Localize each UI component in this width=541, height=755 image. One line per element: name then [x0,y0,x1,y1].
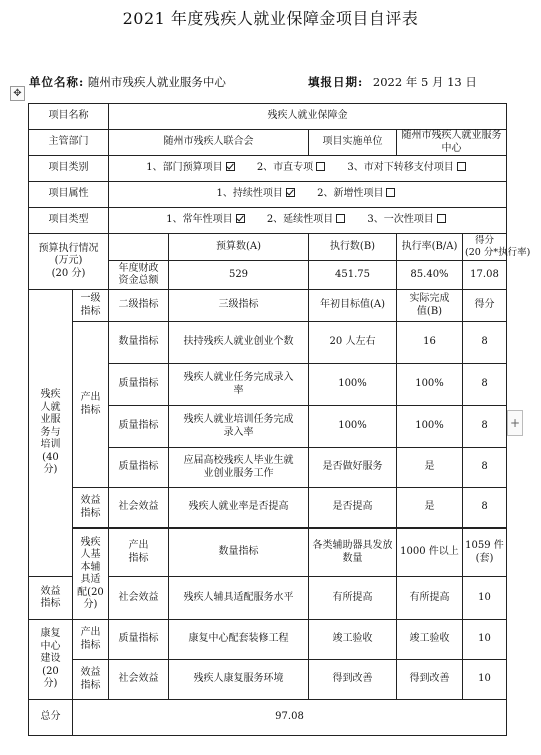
actual-cell: 100% [397,364,463,406]
table-row [29,660,507,700]
type-option-1: 1、常年性项目 [166,214,247,225]
type-label: 项目类型 [29,208,109,234]
type-options [109,208,507,234]
header-level3: 三级指标 [169,290,309,322]
actual-cell: 有所提高 [397,577,463,620]
budget-label: 预算执行情况 (万元) (20 分) [29,234,109,290]
move-icon[interactable]: ✥ [10,86,25,101]
level3-cell: 康复中心配套装修工程 [169,620,309,660]
level1-cell: 效益 指标 [29,577,73,620]
score-cell: 8 [463,488,507,528]
rate-value: 85.40% [397,261,463,290]
category-option-2: 2、市直专项 [257,162,328,173]
level2-cell: 质量指标 [109,364,169,406]
unit-value: 随州市残疾人就业服务中心 [87,75,226,89]
target-cell: 竣工验收 [309,620,397,660]
header-level1: 一级 指标 [73,290,109,322]
row-project-name [29,104,507,130]
row-type [29,208,507,234]
plus-icon[interactable]: + [507,410,523,436]
target-cell: 是否做好服务 [309,448,397,488]
actual-cell: 是 [397,488,463,528]
level1-cell: 产出 指标 [109,529,169,577]
checkbox-icon[interactable] [437,214,446,223]
level2-cell: 质量指标 [109,620,169,660]
dept-label: 主管部门 [29,130,109,156]
target-cell: 得到改善 [309,660,397,700]
section-name-3: 康复 中心 建设 (20 分) [29,620,73,700]
checkbox-checked-icon[interactable] [286,188,295,197]
table-row [29,620,507,660]
checkbox-checked-icon[interactable] [236,214,245,223]
row-department [29,130,507,156]
checkbox-icon[interactable] [316,162,325,171]
level2-cell: 质量指标 [109,406,169,448]
level3-cell: 残疾人就业任务完成录入 率 [169,364,309,406]
type-option-3: 3、一次性项目 [367,214,448,225]
dept-value: 随州市残疾人联合会 [109,130,309,156]
category-option-3: 3、市对下转移支付项目 [347,162,468,173]
target-cell: 100% [309,364,397,406]
row-indicator-header [29,290,507,322]
category-options [109,156,507,182]
score-cell: 8 [463,322,507,364]
level1-cell: 产出 指标 [73,620,109,660]
score-value: 17.08 [463,261,507,290]
header-actual: 实际完成 值(B) [397,290,463,322]
level3-cell: 残疾人康复服务环境 [169,660,309,700]
target-cell: 20 人左右 [309,322,397,364]
level1-cell: 效益 指标 [73,488,109,528]
level2-cell: 数量指标 [109,322,169,364]
level2-cell: 质量指标 [109,448,169,488]
actual-cell: 1059 件 (套) [463,529,507,577]
table-row [29,488,507,528]
budget-col-a: 预算数(A) [169,234,309,261]
target-cell: 100% [309,406,397,448]
row-category [29,156,507,182]
level3-cell: 残疾人辅具适配服务水平 [169,577,309,620]
score-cell: 8 [463,448,507,488]
attr-option-1: 1、持续性项目 [217,188,298,199]
unit-label: 单位名称: [29,75,85,89]
level3-cell: 各类辅助器具发放数量 [309,529,397,577]
date-label: 填报日期: [308,75,364,89]
score-cell: 8 [463,364,507,406]
exec-value: 451.75 [309,261,397,290]
header-level2: 二级指标 [109,290,169,322]
target-cell: 是否提高 [309,488,397,528]
checkbox-icon[interactable] [457,162,466,171]
budget-blank [109,234,169,261]
section-name-2: 残疾 人基 本辅 具适 配(20 分) [73,529,109,620]
level2-cell: 社会效益 [109,577,169,620]
impl-label: 项目实施单位 [309,130,397,156]
type-option-2: 2、延续性项目 [267,214,348,225]
category-label: 项目类别 [29,156,109,182]
evaluation-table [28,103,531,736]
budget-row-label: 年度财政 资金总额 [109,261,169,290]
level3-cell: 残疾人就业培训任务完成 录入率 [169,406,309,448]
total-label: 总分 [29,700,73,736]
level2-cell: 社会效益 [109,488,169,528]
attr-options [109,182,507,208]
category-option-1: 1、部门预算项目 [146,162,237,173]
score-cell: 10 [463,620,507,660]
actual-cell: 得到改善 [397,660,463,700]
section-name-1: 残疾 人就 业服 务与 培训 (40 分) [29,290,73,577]
score-cell: 10 [463,660,507,700]
score-cell: 8 [463,406,507,448]
budget-col-b: 执行数(B) [309,234,397,261]
unit-info [29,74,226,90]
row-total [29,700,507,736]
score-cell: 10 [463,577,507,620]
level2-cell: 社会效益 [109,660,169,700]
level3-cell: 扶持残疾人就业创业个数 [169,322,309,364]
target-cell: 有所提高 [309,577,397,620]
actual-cell: 是 [397,448,463,488]
level1-cell: 产出 指标 [73,322,109,488]
date-info [308,74,477,90]
actual-cell: 16 [397,322,463,364]
header-score: 得分 [463,290,507,322]
attr-option-2: 2、新增性项目 [317,188,398,199]
row-attribute [29,182,507,208]
impl-value: 随州市残疾人就业服务中心 [397,130,507,156]
page-title: 2021 年度残疾人就业保障金项目自评表 [122,9,419,28]
header-target: 年初目标值(A) [309,290,397,322]
level3-cell: 应届高校残疾人毕业生就 业创业服务工作 [169,448,309,488]
budget-col-rate: 执行率(B/A) [397,234,463,261]
level1-cell: 效益 指标 [73,660,109,700]
project-name-label: 项目名称 [29,104,109,130]
table-row [29,322,507,364]
project-name-value: 残疾人就业保障金 [109,104,507,130]
total-value: 97.08 [73,700,507,736]
attr-label: 项目属性 [29,182,109,208]
budget-value: 529 [169,261,309,290]
checkbox-icon[interactable] [336,214,345,223]
row-budget-header [29,234,507,261]
target-cell: 1000 件以上 [397,529,463,577]
date-value: 2022 年 5 月 13 日 [372,75,477,89]
level3-cell: 残疾人就业率是否提高 [169,488,309,528]
table-row [29,529,507,577]
checkbox-icon[interactable] [386,188,395,197]
actual-cell: 100% [397,406,463,448]
budget-col-score: 得分 (20 分*执行率) [463,234,507,261]
actual-cell: 竣工验收 [397,620,463,660]
level2-cell: 数量指标 [169,529,309,577]
checkbox-checked-icon[interactable] [226,162,235,171]
